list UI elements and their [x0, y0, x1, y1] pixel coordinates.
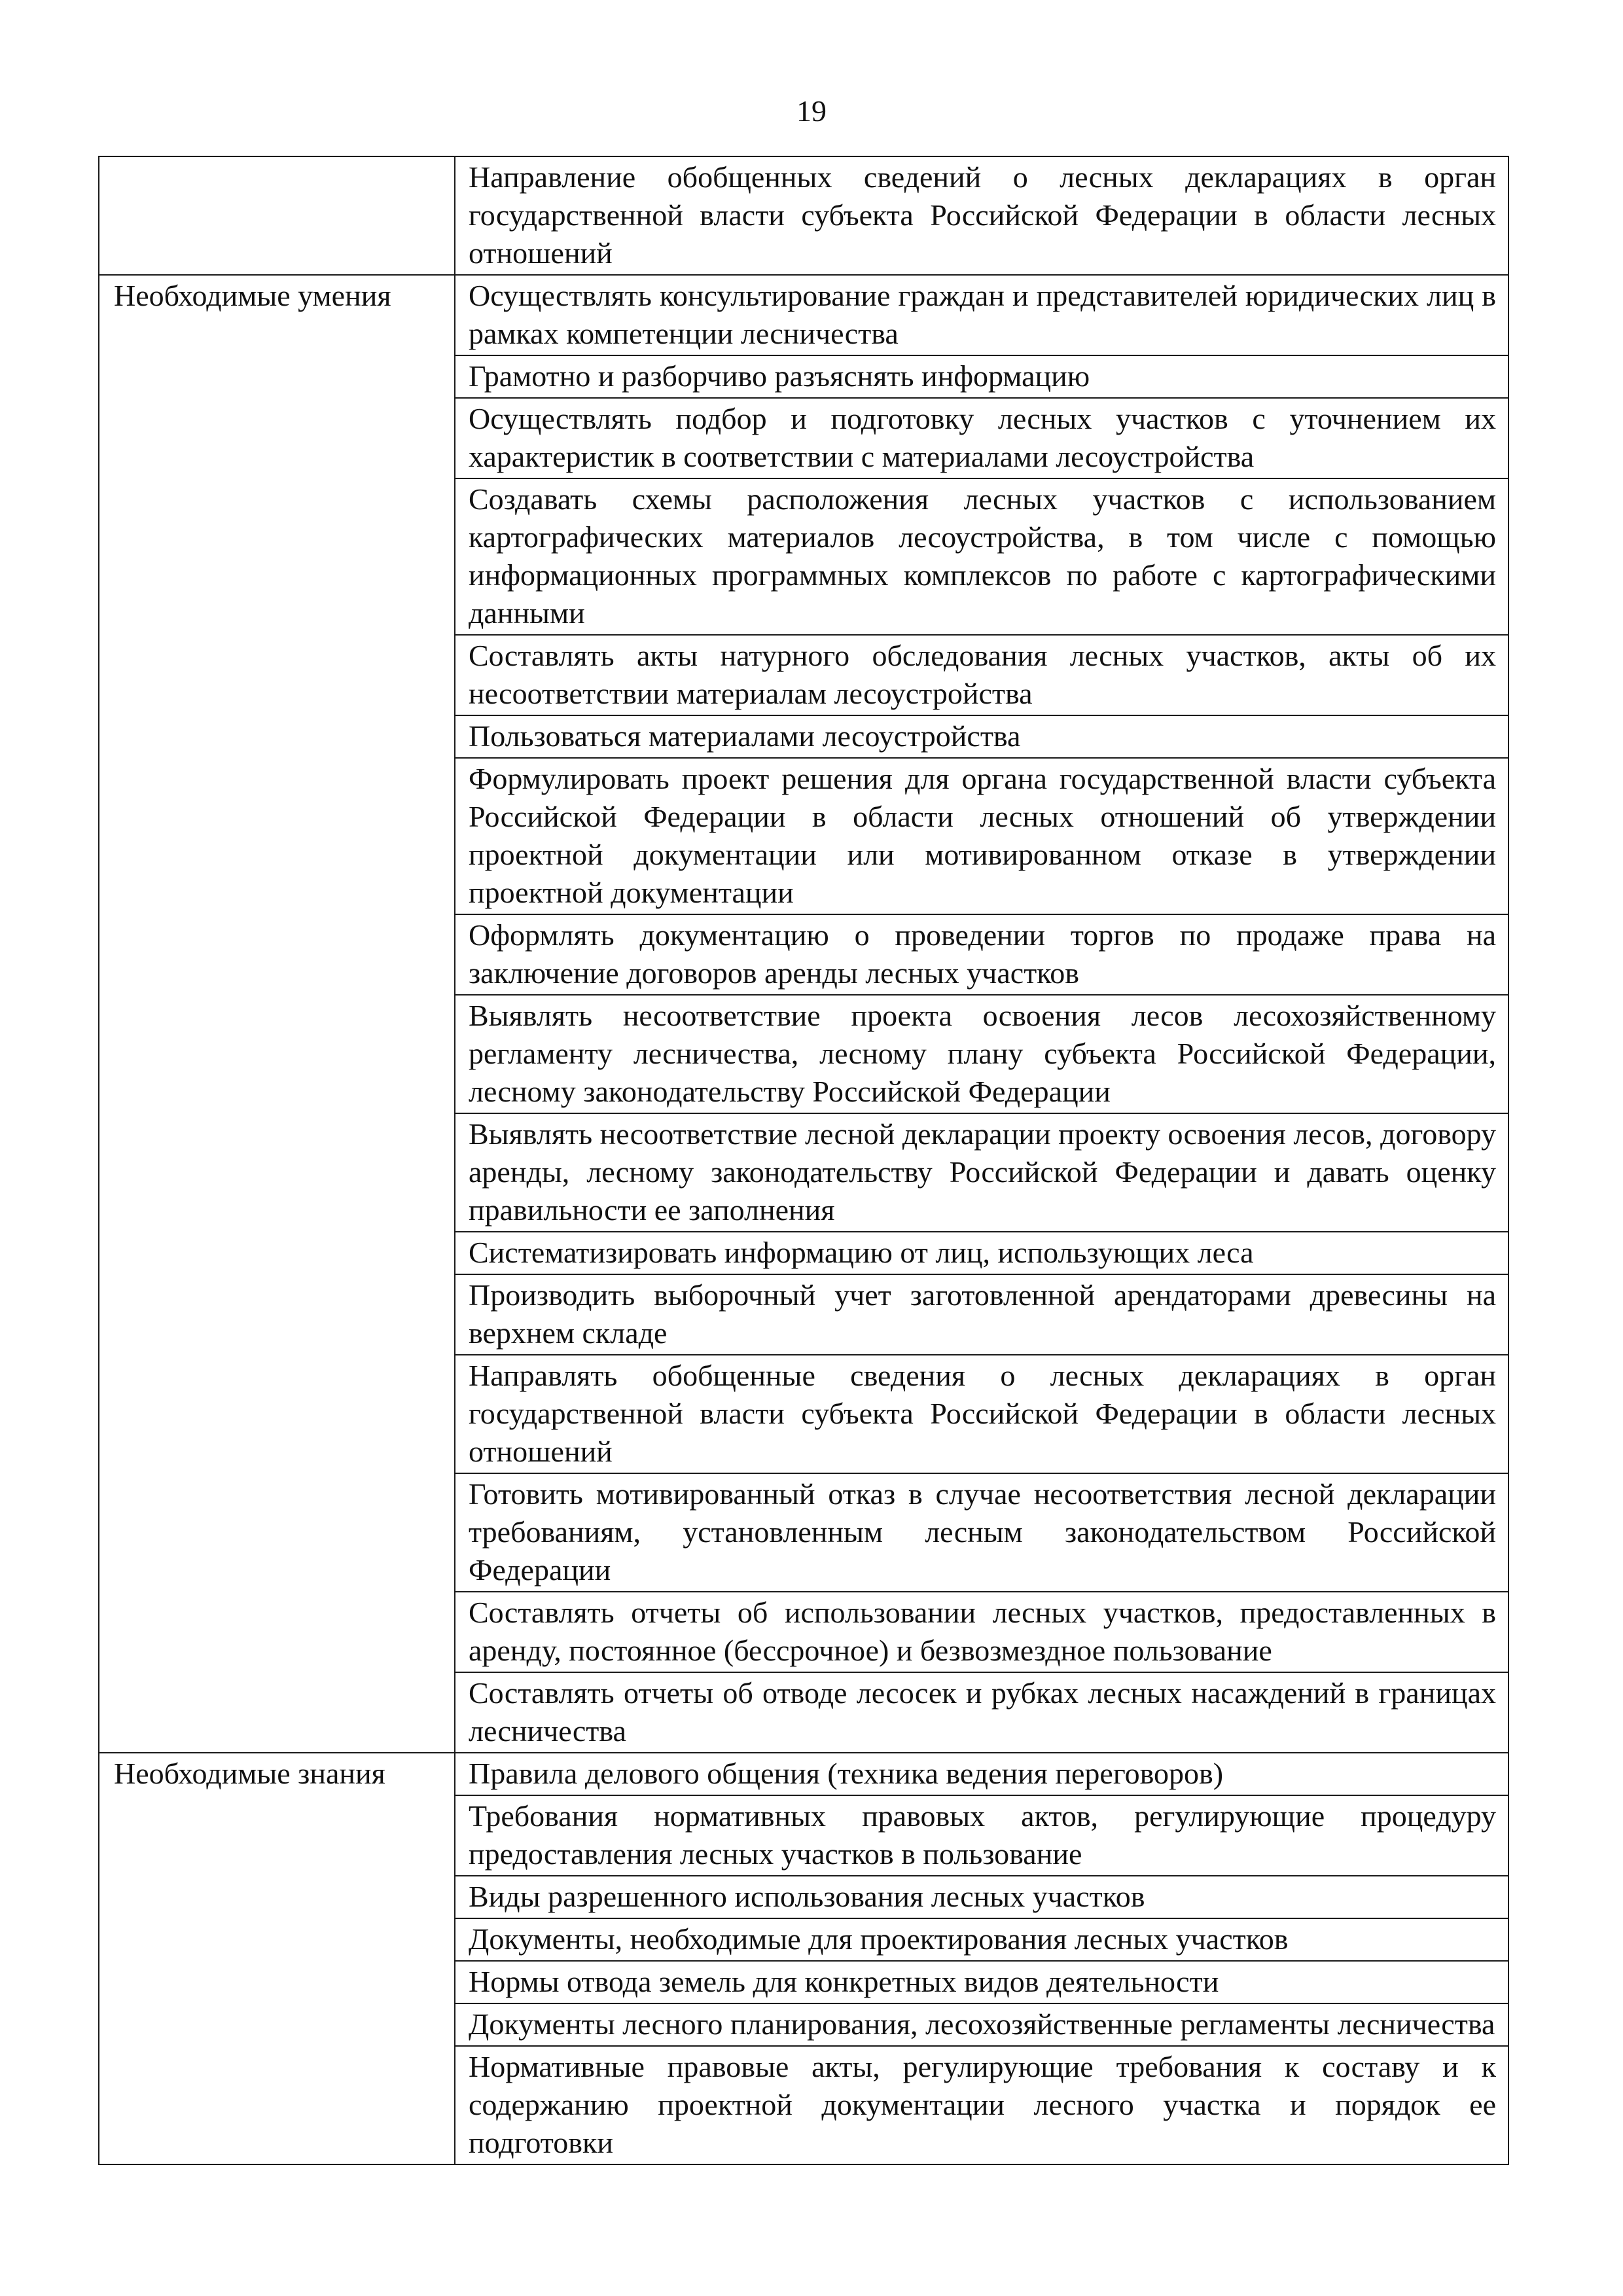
- table-cell: Правила делового общения (техника ведения переговоров): [455, 1753, 1508, 1795]
- table-cell: Направление обобщенных сведений о лесных декларациях в орган государственной власти субъекта Российской Федерации в области лесных отношений: [455, 156, 1508, 275]
- table-cell: Создавать схемы расположения лесных участков с использованием картографических материалов лесоустройства, в том числе с помощью информационных программных комплексов по работе с картографическими данными: [455, 478, 1508, 635]
- table-cell: Грамотно и разборчиво разъяснять информацию: [455, 355, 1508, 398]
- table-cell: Виды разрешенного использования лесных участков: [455, 1876, 1508, 1918]
- table-cell: Выявлять несоответствие проекта освоения лесов лесохозяйственному регламенту лесничества, лесному плану субъекта Российской Федерации, лесному законодательству Российской Федерации: [455, 995, 1508, 1113]
- qualification-table: [98, 156, 1509, 2165]
- table-cell: Оформлять документацию о проведении торгов по продаже права на заключение договоров аренды лесных участков: [455, 914, 1508, 995]
- table-row: [99, 1753, 1508, 1795]
- table-cell: Нормы отвода земель для конкретных видов деятельности: [455, 1961, 1508, 2003]
- table-cell: Осуществлять подбор и подготовку лесных участков с уточнением их характеристик в соответствии с материалами лесоустройства: [455, 398, 1508, 478]
- table-cell: Готовить мотивированный отказ в случае несоответствия лесной декларации требованиям, установленным лесным законодательством Российской Федерации: [455, 1473, 1508, 1592]
- table-cell: Составлять отчеты об отводе лесосек и рубках лесных насаждений в границах лесничества: [455, 1672, 1508, 1753]
- table-cell: Производить выборочный учет заготовленной арендаторами древесины на верхнем складе: [455, 1274, 1508, 1355]
- table-cell: Требования нормативных правовых актов, регулирующие процедуру предоставления лесных участков в пользование: [455, 1795, 1508, 1876]
- table-cell: Составлять отчеты об использовании лесных участков, предоставленных в аренду, постоянное (бессрочное) и безвозмездное пользование: [455, 1592, 1508, 1672]
- table-cell: Формулировать проект решения для органа государственной власти субъекта Российской Федерации в области лесных отношений об утверждении проектной документации или мотивированном отказе в утверждении проектной документации: [455, 758, 1508, 914]
- table-cell: Документы лесного планирования, лесохозяйственные регламенты лесничества: [455, 2003, 1508, 2046]
- table-cell: Составлять акты натурного обследования лесных участков, акты об их несоответствии материалам лесоустройства: [455, 635, 1508, 715]
- section-label-knowledge: Необходимые знания: [99, 1753, 455, 2164]
- table-cell: Документы, необходимые для проектирования лесных участков: [455, 1918, 1508, 1961]
- table-cell: Направлять обобщенные сведения о лесных декларациях в орган государственной власти субъекта Российской Федерации в области лесных отношений: [455, 1355, 1508, 1473]
- table-row: [99, 275, 1508, 355]
- table-cell: Осуществлять консультирование граждан и представителей юридических лиц в рамках компетенции лесничества: [455, 275, 1508, 355]
- table-cell: Систематизировать информацию от лиц, использующих леса: [455, 1232, 1508, 1274]
- section-label-skills: Необходимые умения: [99, 275, 455, 1753]
- table-cell: Пользоваться материалами лесоустройства: [455, 715, 1508, 758]
- section-label: [99, 156, 455, 275]
- page-number: 19: [796, 94, 827, 128]
- table-cell: Выявлять несоответствие лесной декларации проекту освоения лесов, договору аренды, лесному законодательству Российской Федерации и давать оценку правильности ее заполнения: [455, 1113, 1508, 1232]
- table-row: [99, 156, 1508, 275]
- table-cell: Нормативные правовые акты, регулирующие требования к составу и к содержанию проектной документации лесного участка и порядок ее подготовки: [455, 2046, 1508, 2164]
